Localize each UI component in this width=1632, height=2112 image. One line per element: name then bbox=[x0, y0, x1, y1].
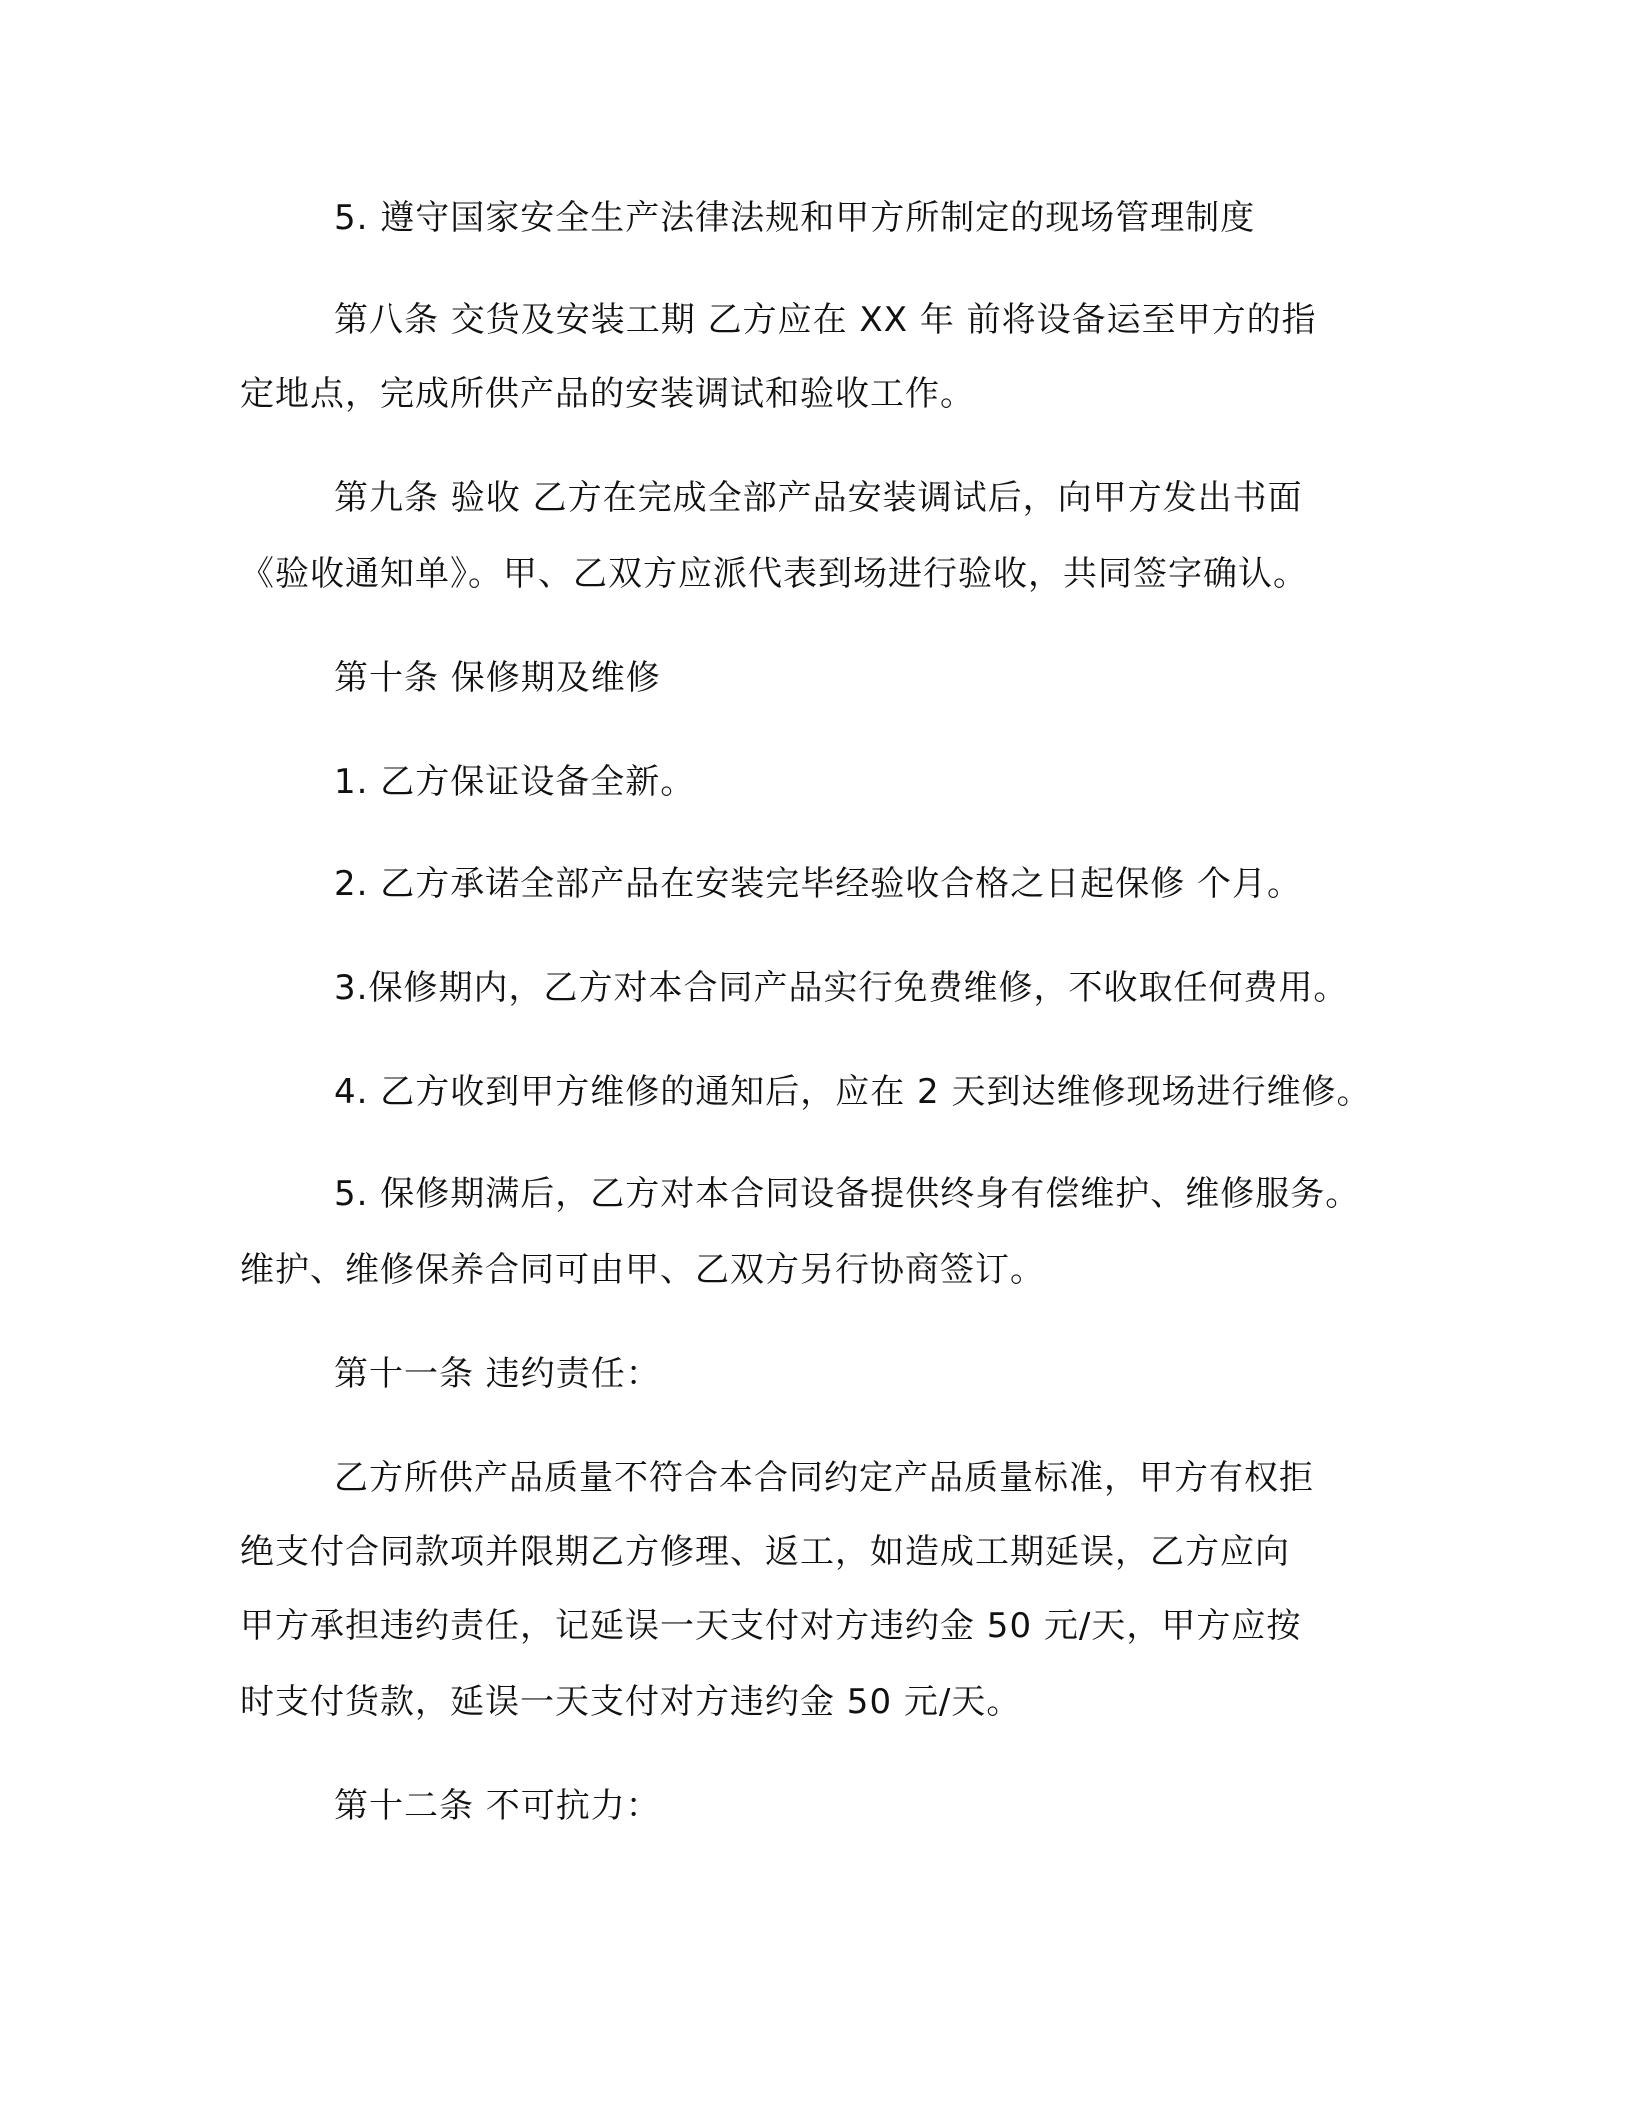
article-10-heading: 第十条 保修期及维修 bbox=[334, 658, 661, 698]
article-9-line-1: 第九条 验收 乙方在完成全部产品安装调试后，向甲方发出书面 bbox=[334, 478, 1303, 518]
article-11-heading: 第十一条 违约责任： bbox=[334, 1354, 661, 1394]
article-10-item-5-line-2: 维护、维修保养合同可由甲、乙双方另行协商签订。 bbox=[240, 1250, 1045, 1290]
article-8-line-2: 定地点，完成所供产品的安装调试和验收工作。 bbox=[240, 374, 975, 414]
article-8-line-1: 第八条 交货及安装工期 乙方应在 XX 年 前将设备运至甲方的指 bbox=[334, 300, 1317, 340]
article-10-item-3: 3.保修期内，乙方对本合同产品实行免费维修，不收取任何费用。 bbox=[334, 968, 1349, 1008]
article-11-line-1: 乙方所供产品质量不符合本合同约定产品质量标准，甲方有权拒 bbox=[334, 1458, 1314, 1498]
article-11-line-2: 绝支付合同款项并限期乙方修理、返工，如造成工期延误，乙方应向 bbox=[240, 1532, 1290, 1572]
article-11-line-4: 时支付货款，延误一天支付对方违约金 50 元/天。 bbox=[240, 1682, 1022, 1722]
article-12-heading: 第十二条 不可抗力： bbox=[334, 1786, 661, 1826]
article-10-item-4: 4. 乙方收到甲方维修的通知后，应在 2 天到达维修现场进行维修。 bbox=[334, 1072, 1372, 1112]
article-11-line-3: 甲方承担违约责任，记延误一天支付对方违约金 50 元/天，甲方应按 bbox=[240, 1606, 1302, 1646]
article-9-line-2: 《验收通知单》。甲、乙双方应派代表到场进行验收，共同签字确认。 bbox=[240, 554, 1308, 594]
article-10-item-5-line-1: 5. 保修期满后，乙方对本合同设备提供终身有偿维护、维修服务。 bbox=[334, 1174, 1361, 1214]
article-10-item-2: 2. 乙方承诺全部产品在安装完毕经验收合格之日起保修 个月。 bbox=[334, 864, 1303, 904]
article-10-item-1: 1. 乙方保证设备全新。 bbox=[334, 762, 696, 802]
clause-7-item-5: 5. 遵守国家安全生产法律法规和甲方所制定的现场管理制度 bbox=[334, 198, 1256, 238]
